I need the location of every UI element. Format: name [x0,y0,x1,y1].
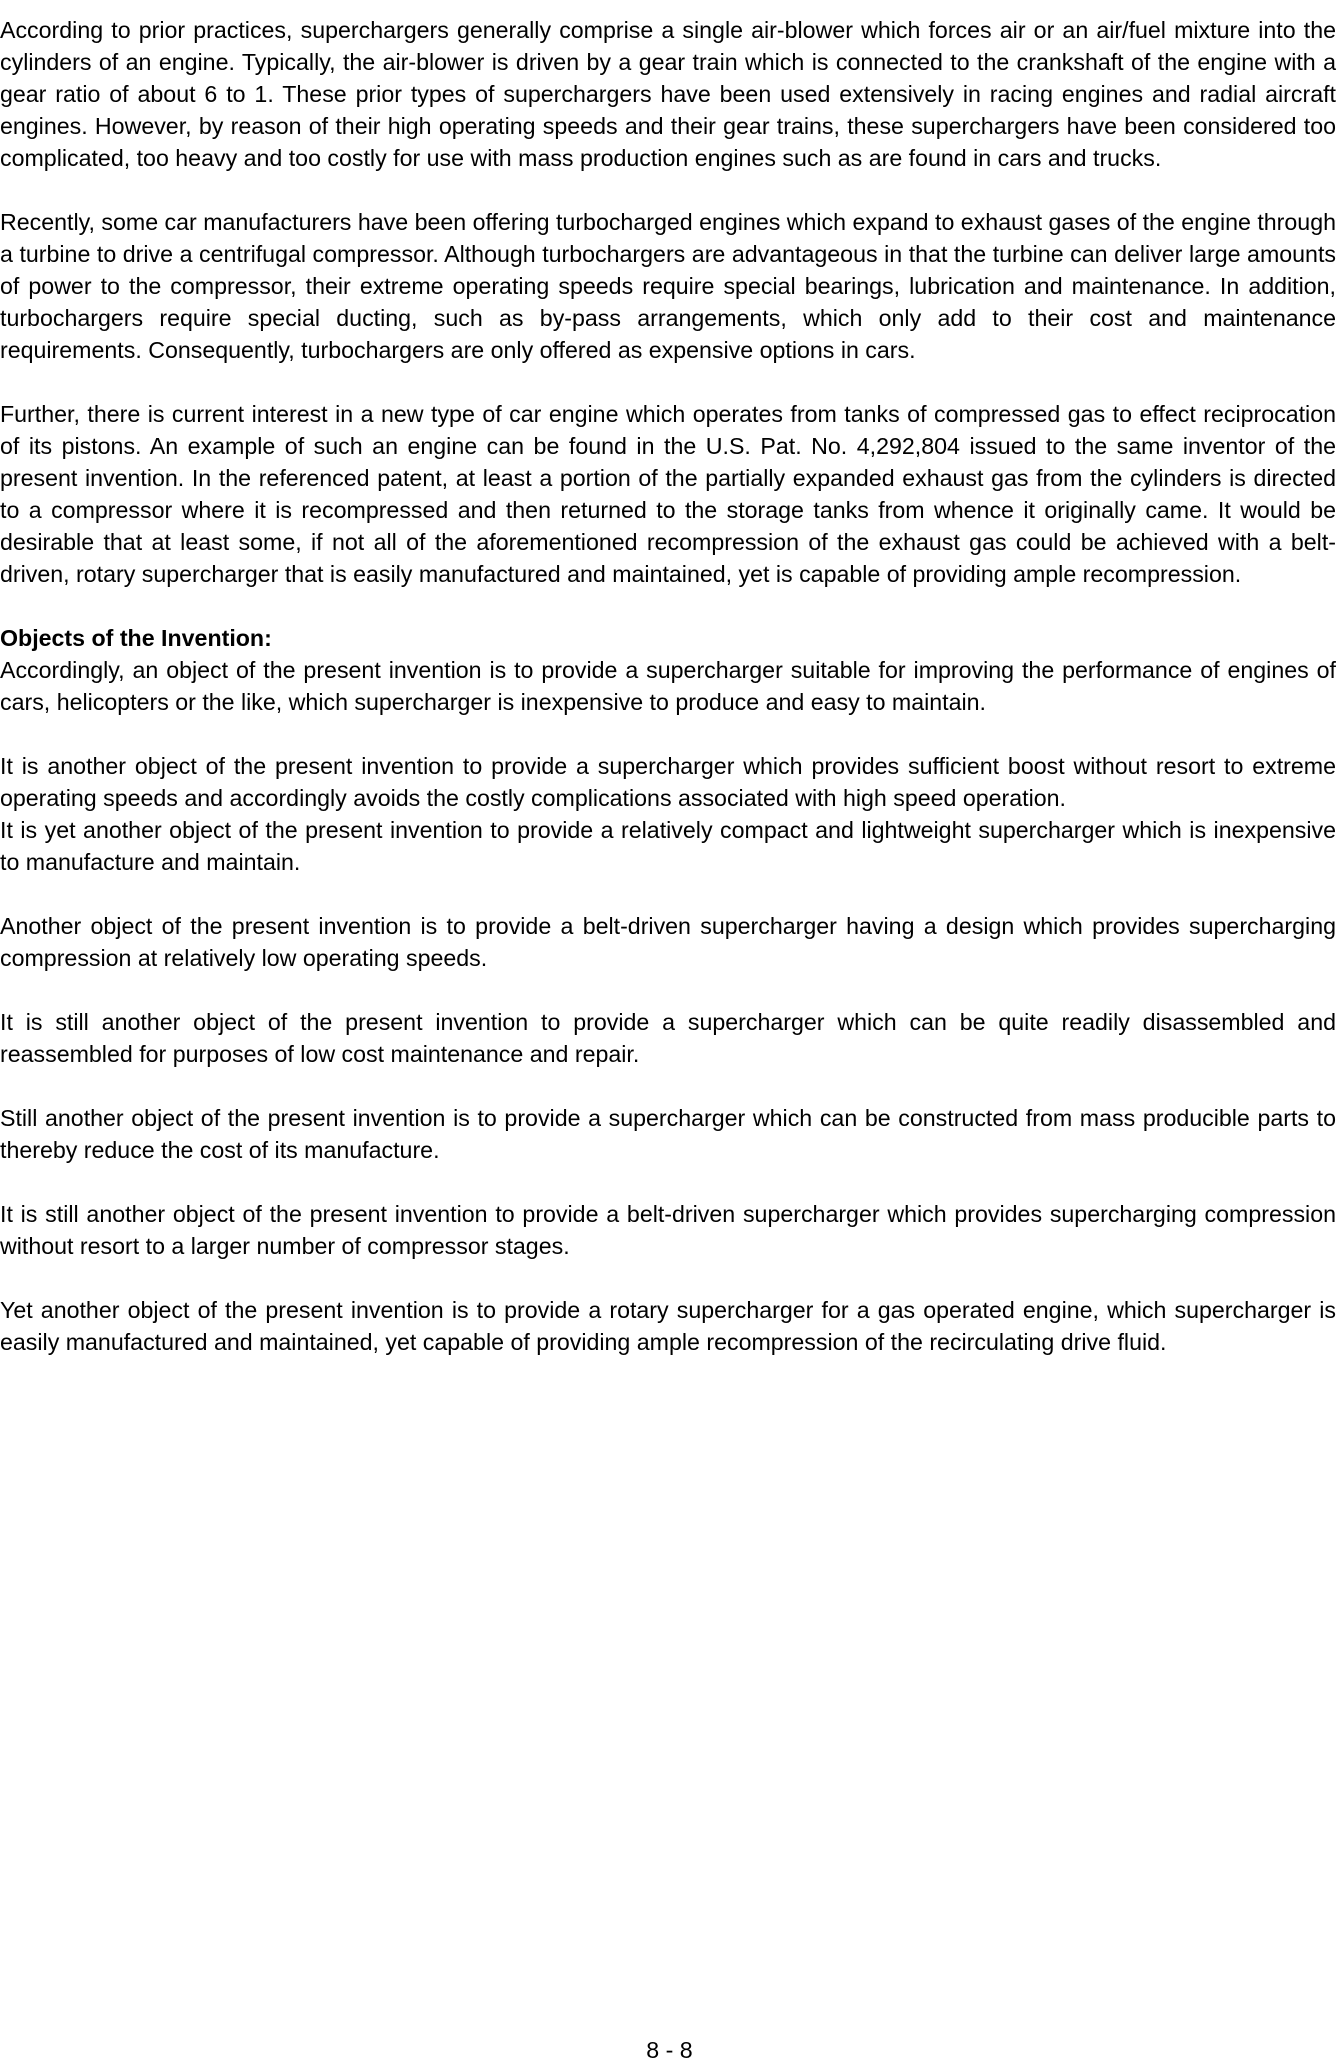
paragraph-turbochargers: Recently, some car manufacturers have been offering turbocharged engines which expand to exhaust gases of the engine through a turbine to drive a centrifugal compressor. Although turbochargers are advantageous in that the turbine can deliver large amounts of power to the compressor, their extreme operating speeds require special bearings, lubrication and maintenance. In addition, turbochargers require special ducting, such as by-pass arrangements, which only add to their cost and maintenance requirements. Consequently, turbochargers are only offered as expensive options in cars. [0,209,1336,363]
paragraph-prior-practices: According to prior practices, superchargers generally comprise a single air-blower which forces air or an air/fuel mixture into the cylinders of an engine. Typically, the air-blower is driven by a gear train which is connected to the crankshaft of the engine with a gear ratio of about 6 to 1. These prior types of superchargers have been used extensively in racing engines and radial aircraft engines. However, by reason of their high operating speeds and their gear trains, these superchargers have been considered too complicated, too heavy and too costly for use with mass production engines such as are found in cars and trucks. [0,17,1336,171]
paragraph-object-5: It is still another object of the present invention to provide a supercharger which can be quite readily disassembled and reassembled for purposes of low cost maintenance and repair. [0,1009,1336,1067]
paragraph-object-4: Another object of the present invention is to provide a belt-driven supercharger having a design which provides supercharging compression at relatively low operating speeds. [0,913,1336,971]
paragraph-object-1: Accordingly, an object of the present invention is to provide a supercharger suitable for improving the performance of engines of cars, helicopters or the like, which supercharger is inexpensive to produce and easy to maintain. [0,657,1336,715]
document-page [0,14,1336,1358]
page-number: 8 - 8 [646,2037,693,2063]
paragraph-compressed-gas-engine: Further, there is current interest in a new type of car engine which operates from tanks of compressed gas to effect reciprocation of its pistons. An example of such an engine can be found in the U.S. Pat. No. 4,292,804 issued to the same inventor of the present invention. In the referenced patent, at least a portion of the partially expanded exhaust gas from the cylinders is directed to a compressor where it is recompressed and then returned to the storage tanks from whence it originally came. It would be desirable that at least some, if not all of the aforementioned recompression of the exhaust gas could be achieved with a belt-driven, rotary supercharger that is easily manufactured and maintained, yet is capable of providing ample recompression. [0,401,1336,587]
paragraph-object-3: It is yet another object of the present invention to provide a relatively compact and lightweight supercharger which is inexpensive to manufacture and maintain. [0,817,1336,875]
paragraph-object-7: It is still another object of the present invention to provide a belt-driven supercharger which provides supercharging compression without resort to a larger number of compressor stages. [0,1201,1336,1259]
section-heading-objects: Objects of the Invention: [0,625,272,651]
paragraph-object-8: Yet another object of the present invention is to provide a rotary supercharger for a gas operated engine, which supercharger is easily manufactured and maintained, yet capable of providing ample recompression of the recirculating drive fluid. [0,1297,1336,1355]
paragraph-object-6: Still another object of the present invention is to provide a supercharger which can be constructed from mass producible parts to thereby reduce the cost of its manufacture. [0,1105,1336,1163]
paragraph-object-2: It is another object of the present invention to provide a supercharger which provides sufficient boost without resort to extreme operating speeds and accordingly avoids the costly complications associated with high speed operation. [0,753,1336,811]
